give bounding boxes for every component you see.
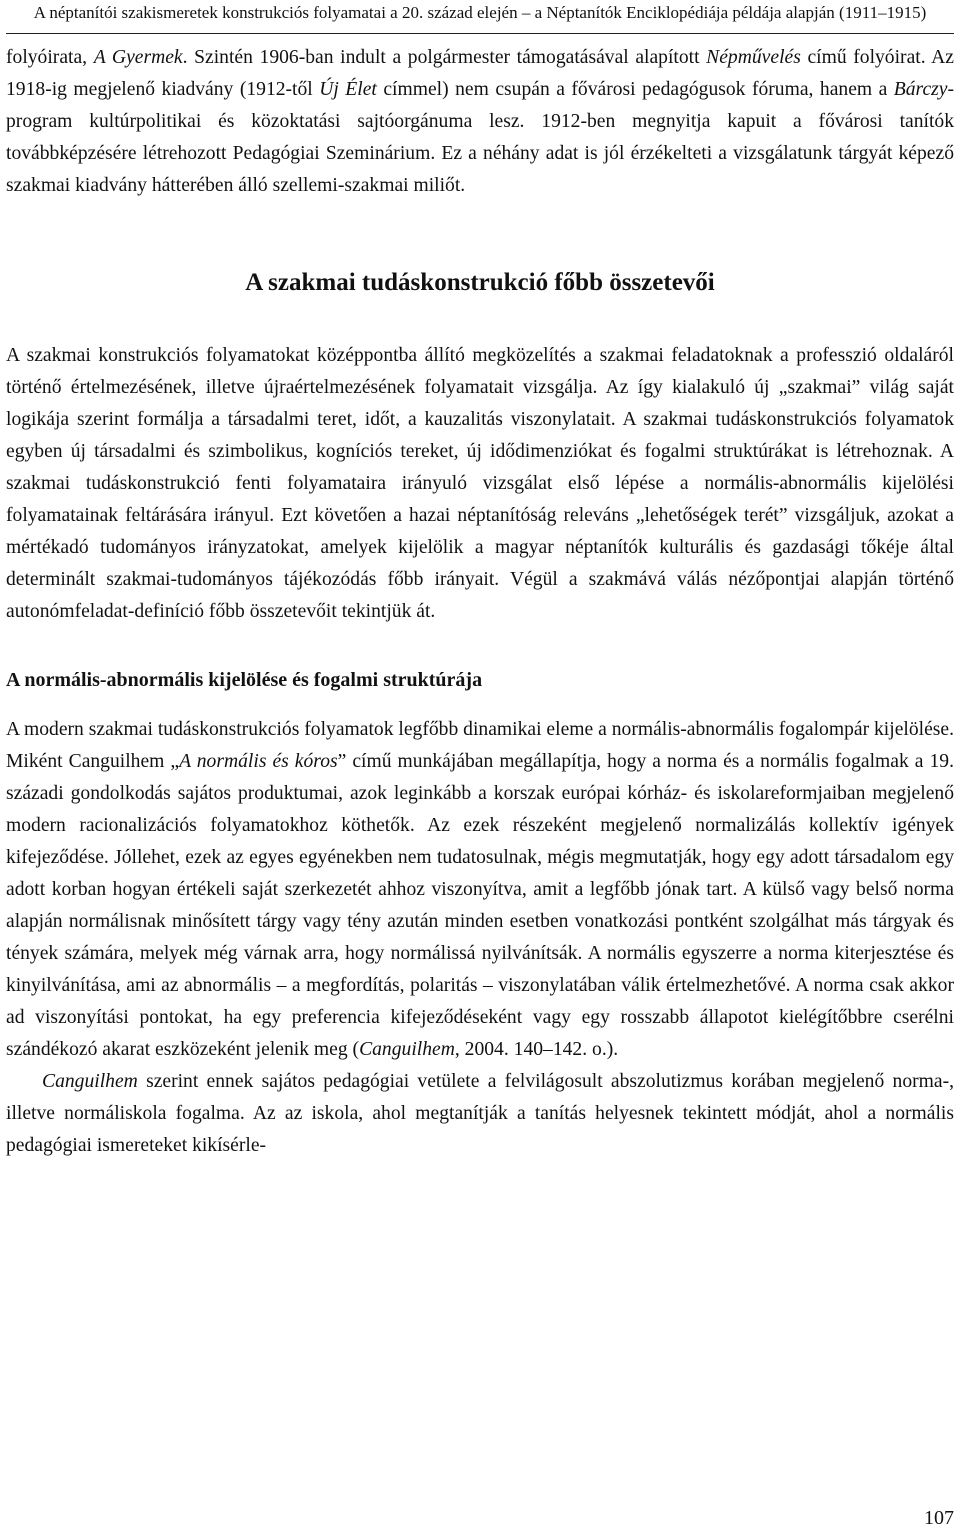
text-run: címmel) nem csupán a fővárosi pedagógusok fóruma, hanem a xyxy=(376,79,894,100)
text-run: című folyóirat. Az 1918-ig megjelenő kiadvány (1912-től xyxy=(6,47,954,100)
text-run: A modern szakmai tudáskonstrukciós folyamatok legfőbb dinamikai eleme a normális-abnormális fogalompár kijelölése. Miként Canguilhem „ xyxy=(6,719,954,772)
italic-run: Népművelés xyxy=(706,47,801,68)
italic-run: A Gyermek xyxy=(93,47,183,68)
paragraph-4 xyxy=(6,1066,954,1162)
header-rule xyxy=(6,33,954,34)
italic-run: A normális és kóros xyxy=(179,751,338,772)
section-title: A szakmai tudáskonstrukció főbb összetevői xyxy=(245,269,715,296)
running-header-text: A néptanítói szakismeretek konstrukciós folyamatai a 20. század elején – a Néptanítók Enciklopédiája példája alapján (1911–1915) xyxy=(33,3,927,22)
text-run: -program kultúrpolitikai és közoktatási sajtóorgánuma lesz. 1912-ben megnyitja kapuit a fővárosi tanítók továbbképzésére létrehozott Pedagógiai Szeminárium. Ez a néhány adat is jól érzékelteti a vizsgálatunk tárgyát képező szakmai kiadvány hátterében álló szellemi-szakmai miliőt. xyxy=(6,79,955,196)
italic-run: Canguilhem xyxy=(359,1039,455,1060)
text-run: , 2004. 140–142. o.). xyxy=(454,1039,619,1060)
paragraph-2: A szakmai konstrukciós folyamatokat középpontba állító megközelítés a szakmai feladatoknak a professzió oldaláról történő értelmezésének, illetve újraértelmezésének folyamatait vizsgálja. Az így kialakuló új „szakmai” világ saját logikája szerint formálja a társadalmi teret, időt, a kauzalitás viszonylatait. A szakmai tudáskonstrukciós folyamatok egyben új társadalmi és szimbolikus, kogníciós tereket, új idődimenziókat és fogalmi struktúrákat is létrehoznak. A szakmai tudáskonstrukció fenti folyamataira irányuló vizsgálat első lépése a normális-abnormális kijelölési folyamatainak feltárására irányul. Ezt követően a hazai néptanítóság releváns „lehetőségek terét” vizsgáljuk, azokat a mértékadó tudományos irányzatokat, amelyek kijelölik a magyar néptanítók kulturális és gazdasági tőkéje által determinált szakmai-tudományos tájékozódás főbb irányait. Végül a szakmává válás nézőpontjai alapján történő autonómfeladat-definíció főbb összetevőit tekintjük át. xyxy=(6,345,954,622)
text-run: . Szintén 1906-ban indult a polgármester támogatásával alapított xyxy=(182,47,707,68)
paragraph-1 xyxy=(6,42,954,202)
text-run: szerint ennek sajátos pedagógiai vetülete a felvilágosult abszolutizmus korában megjelenő norma-, illetve normáliskola fogalma. Az az iskola, ahol megtanítják a tanítás helyesnek tekintett módját, ahol a normális pedagógiai ismereteket kikísérle- xyxy=(6,1071,954,1156)
text-run: folyóirata, xyxy=(6,47,94,68)
italic-run: Canguilhem xyxy=(42,1071,138,1092)
text-run: ” című munkájában megállapítja, hogy a norma és a normális fogalmak a 19. századi gondolkodás sajátos produktumai, azok leginkább a korszak európai kórház- és iskolareformjaiban megjelenő modern racionalizációs folyamatokhoz köthetők. Az ezek részeként megjelenő normalizálás kollektív igények kifejeződése. Jóllehet, ezek az egyes egyénekben nem tudatosulnak, mégis megmutatják, hogy egy adott társadalom egy adott korban hogyan értékeli saját szerkezetét ahhoz viszonyítva, amit a legfőbb jónak tart. A külső vagy belső norma alapján normálisnak minősített tárgy vagy tény azután minden esetben vonatkozási pontként szolgálhat más tárgyak és tények számára, melyek még várnak arra, hogy normálissá nyilvánítsák. A normális egyszerre a norma kiterjesztése és kinyilvánítása, ami az abnormális – a megfordítás, polaritás – viszonylatában válik értelmezhetővé. A norma csak akkor ad viszonyítási pontokat, ha egy preferencia kifejeződéseként vagy egy rosszabb állapotot kielégítőbbre cserélni szándékozó akarat eszközeként jelenik meg ( xyxy=(6,751,954,1060)
italic-run: Bárczy xyxy=(893,79,948,100)
running-header xyxy=(16,0,944,25)
italic-run: Új Élet xyxy=(319,79,377,100)
paragraph-3 xyxy=(6,714,954,1066)
page-number: 107 xyxy=(924,1507,954,1529)
subsection-title: A normális-abnormális kijelölése és fogalmi struktúrája xyxy=(6,669,483,691)
